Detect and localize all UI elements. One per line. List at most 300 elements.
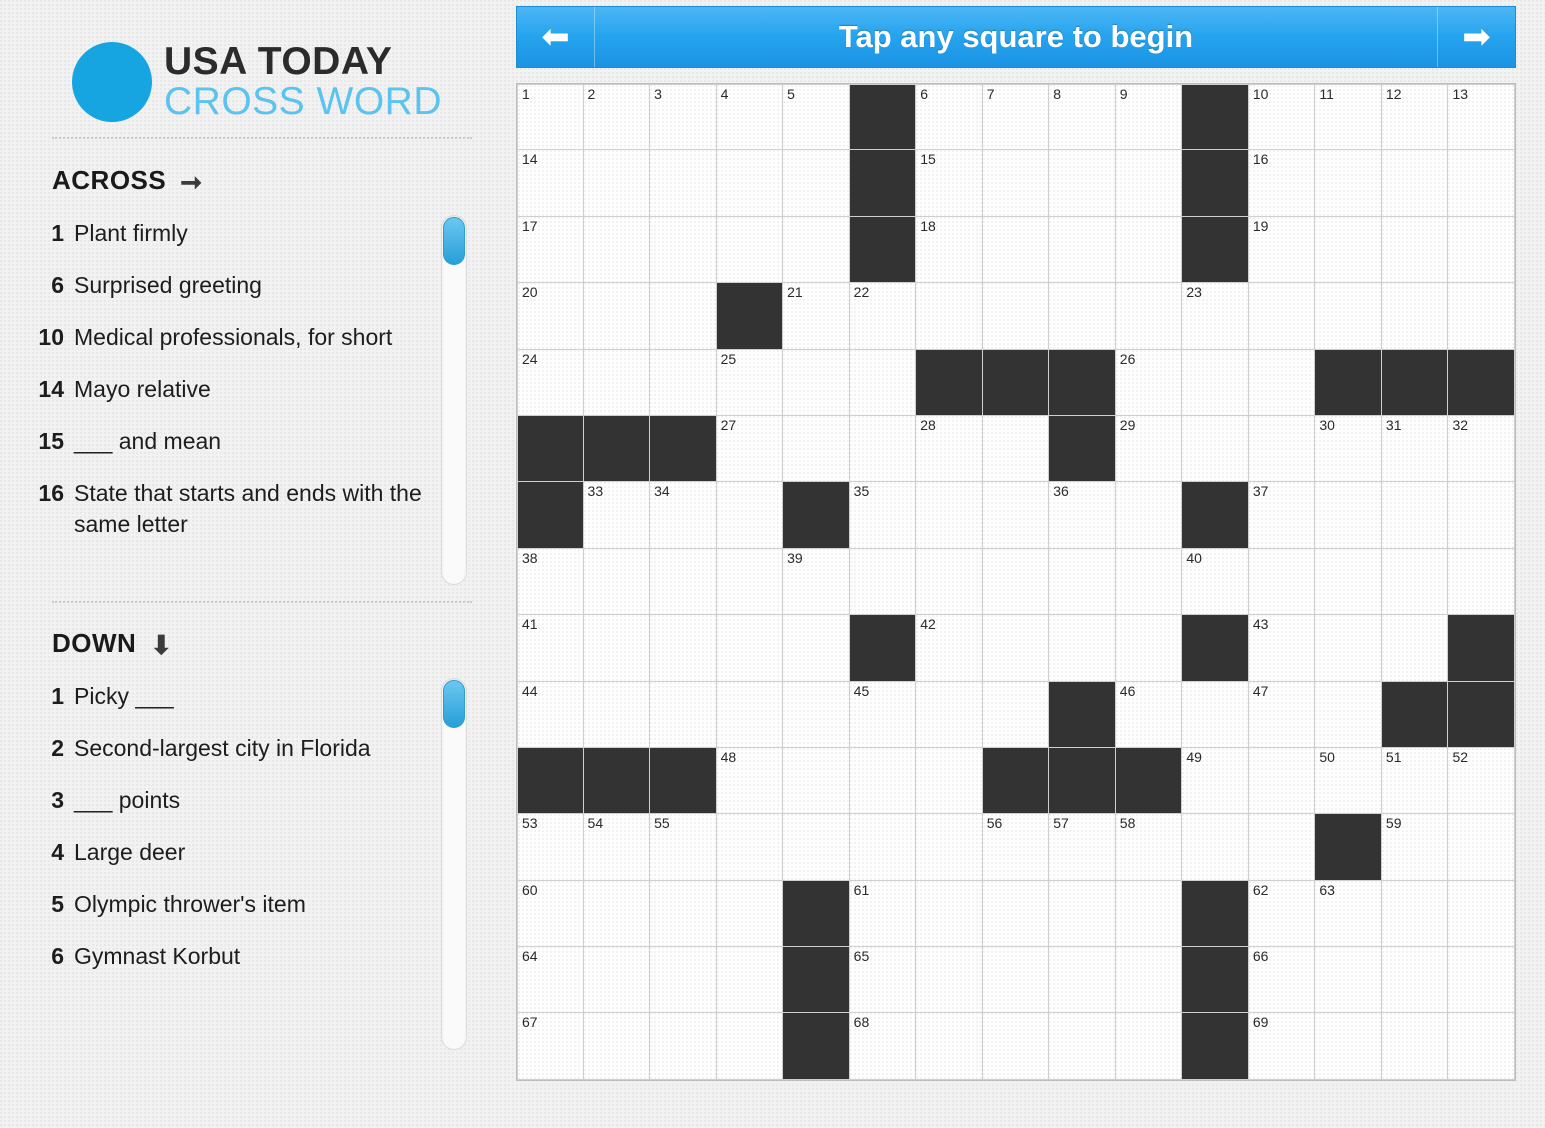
grid-cell[interactable] bbox=[783, 748, 850, 814]
grid-cell[interactable] bbox=[650, 283, 717, 349]
clue-text: Picky ___ bbox=[74, 683, 174, 709]
scrollbar-thumb[interactable] bbox=[443, 680, 465, 728]
grid-block bbox=[1315, 814, 1382, 880]
grid-cell[interactable] bbox=[717, 482, 784, 548]
grid-cell[interactable] bbox=[1249, 217, 1316, 283]
grid-cell-number: 4 bbox=[720, 86, 729, 102]
grid-cell[interactable] bbox=[1382, 947, 1449, 1013]
grid-cell[interactable] bbox=[983, 482, 1050, 548]
grid-cell[interactable] bbox=[1448, 814, 1515, 880]
grid-cell[interactable] bbox=[783, 416, 850, 482]
grid-cell[interactable] bbox=[1116, 615, 1183, 681]
grid-cell-number: 17 bbox=[522, 217, 538, 234]
grid-cell[interactable] bbox=[983, 682, 1050, 748]
puzzle-toolbar bbox=[516, 6, 1516, 68]
grid-cell[interactable] bbox=[916, 682, 983, 748]
grid-cell-number: 55 bbox=[654, 815, 670, 832]
grid-cell[interactable] bbox=[1049, 482, 1116, 548]
grid-cell[interactable] bbox=[1049, 947, 1116, 1013]
grid-cell[interactable] bbox=[1382, 217, 1449, 283]
grid-cell[interactable] bbox=[916, 217, 983, 283]
grid-cell[interactable] bbox=[1249, 549, 1316, 615]
grid-cell[interactable] bbox=[1448, 947, 1515, 1013]
grid-cell[interactable] bbox=[1182, 814, 1249, 880]
down-section-header bbox=[52, 628, 173, 661]
grid-cell[interactable] bbox=[584, 350, 651, 416]
grid-cell[interactable] bbox=[584, 881, 651, 947]
grid-cell[interactable] bbox=[1049, 814, 1116, 880]
grid-cell[interactable] bbox=[650, 150, 717, 216]
grid-cell-number: 8 bbox=[1053, 86, 1062, 102]
grid-cell[interactable] bbox=[916, 549, 983, 615]
list-item[interactable] bbox=[40, 681, 440, 712]
clue-text: Second-largest city in Florida bbox=[74, 735, 371, 761]
grid-cell-number: 18 bbox=[920, 217, 936, 234]
grid-cell[interactable] bbox=[584, 682, 651, 748]
grid-cell[interactable] bbox=[1382, 549, 1449, 615]
grid-cell[interactable] bbox=[1249, 283, 1316, 349]
grid-cell[interactable] bbox=[717, 549, 784, 615]
grid-cell[interactable] bbox=[1315, 682, 1382, 748]
clue-text: Gymnast Korbut bbox=[74, 943, 241, 969]
grid-cell[interactable] bbox=[1249, 1013, 1316, 1079]
grid-cell[interactable] bbox=[1382, 881, 1449, 947]
grid-cell[interactable] bbox=[1249, 350, 1316, 416]
grid-block bbox=[850, 217, 917, 283]
grid-cell-number: 53 bbox=[522, 815, 538, 832]
grid-cell[interactable] bbox=[850, 1013, 917, 1079]
grid-cell[interactable] bbox=[1382, 416, 1449, 482]
clue-text: ___ points bbox=[74, 787, 181, 813]
grid-cell[interactable] bbox=[1116, 283, 1183, 349]
grid-cell[interactable] bbox=[983, 84, 1050, 150]
grid-cell[interactable] bbox=[1182, 682, 1249, 748]
grid-cell[interactable] bbox=[1315, 283, 1382, 349]
grid-cell[interactable] bbox=[717, 748, 784, 814]
grid-cell[interactable] bbox=[517, 881, 584, 947]
grid-cell[interactable] bbox=[717, 84, 784, 150]
grid-cell-number: 32 bbox=[1452, 416, 1469, 433]
across-clue-list bbox=[40, 218, 440, 561]
grid-block bbox=[850, 84, 917, 150]
grid-cell-number: 43 bbox=[1252, 616, 1269, 633]
grid-cell-number: 28 bbox=[920, 416, 936, 433]
grid-cell[interactable] bbox=[517, 150, 584, 216]
grid-block bbox=[916, 350, 983, 416]
grid-block bbox=[783, 881, 850, 947]
grid-cell[interactable] bbox=[1116, 947, 1183, 1013]
clue-text: Surprised greeting bbox=[74, 272, 262, 298]
grid-cell[interactable] bbox=[517, 1013, 584, 1079]
grid-cell[interactable] bbox=[650, 84, 717, 150]
list-item[interactable] bbox=[40, 270, 440, 301]
grid-cell[interactable] bbox=[783, 150, 850, 216]
grid-cell[interactable] bbox=[584, 1013, 651, 1079]
grid-cell[interactable] bbox=[983, 615, 1050, 681]
grid-cell[interactable] bbox=[916, 881, 983, 947]
grid-cell[interactable] bbox=[850, 549, 917, 615]
grid-cell[interactable] bbox=[1049, 150, 1116, 216]
grid-cell[interactable] bbox=[650, 814, 717, 880]
grid-cell[interactable] bbox=[850, 283, 917, 349]
grid-cell-number: 39 bbox=[787, 549, 803, 566]
list-item[interactable] bbox=[40, 785, 440, 816]
clue-number: 1 bbox=[51, 220, 64, 246]
grid-cell[interactable] bbox=[916, 482, 983, 548]
grid-block bbox=[584, 748, 651, 814]
grid-cell[interactable] bbox=[1448, 283, 1515, 349]
grid-cell[interactable] bbox=[717, 416, 784, 482]
grid-cell[interactable] bbox=[1116, 482, 1183, 548]
clue-number: 16 bbox=[38, 480, 64, 506]
grid-cell[interactable] bbox=[650, 947, 717, 1013]
grid-cell[interactable] bbox=[1049, 615, 1116, 681]
grid-cell[interactable] bbox=[983, 881, 1050, 947]
grid-cell-number: 27 bbox=[720, 416, 737, 433]
grid-cell[interactable] bbox=[1448, 150, 1515, 216]
grid-cell-number: 44 bbox=[522, 682, 538, 699]
grid-cell[interactable] bbox=[1448, 549, 1515, 615]
grid-cell-number: 9 bbox=[1119, 86, 1128, 102]
grid-cell[interactable] bbox=[717, 350, 784, 416]
grid-cell[interactable] bbox=[1315, 416, 1382, 482]
grid-cell-number: 1 bbox=[522, 86, 530, 102]
grid-block bbox=[783, 482, 850, 548]
grid-cell[interactable] bbox=[1382, 150, 1449, 216]
grid-cell[interactable] bbox=[850, 482, 917, 548]
grid-cell-number: 23 bbox=[1186, 284, 1202, 301]
list-item[interactable] bbox=[40, 374, 440, 405]
clue-text: ___ and mean bbox=[74, 428, 222, 454]
grid-cell[interactable] bbox=[650, 482, 717, 548]
grid-block bbox=[983, 748, 1050, 814]
grid-cell[interactable] bbox=[1315, 84, 1382, 150]
usa-today-crossword-logo bbox=[52, 22, 472, 123]
grid-cell[interactable] bbox=[916, 84, 983, 150]
grid-cell[interactable] bbox=[850, 814, 917, 880]
grid-cell-number: 16 bbox=[1252, 151, 1269, 168]
grid-cell[interactable] bbox=[1182, 416, 1249, 482]
grid-cell-number: 20 bbox=[522, 284, 538, 301]
grid-cell-number: 52 bbox=[1452, 748, 1469, 765]
grid-cell[interactable] bbox=[1116, 416, 1183, 482]
grid-cell[interactable] bbox=[1049, 283, 1116, 349]
grid-cell[interactable] bbox=[1315, 947, 1382, 1013]
grid-cell-number: 67 bbox=[522, 1014, 538, 1031]
grid-cell[interactable] bbox=[1382, 84, 1449, 150]
grid-block bbox=[584, 416, 651, 482]
grid-cell[interactable] bbox=[1382, 814, 1449, 880]
next-clue-button[interactable] bbox=[1437, 7, 1515, 67]
grid-cell[interactable] bbox=[1315, 1013, 1382, 1079]
grid-cell-number: 38 bbox=[522, 549, 538, 566]
grid-block bbox=[1182, 615, 1249, 681]
down-label: DOWN bbox=[52, 628, 137, 658]
grid-cell[interactable] bbox=[983, 217, 1050, 283]
grid-block bbox=[1049, 416, 1116, 482]
list-item[interactable] bbox=[40, 322, 440, 353]
grid-cell[interactable] bbox=[650, 217, 717, 283]
grid-cell[interactable] bbox=[916, 748, 983, 814]
grid-cell[interactable] bbox=[1448, 881, 1515, 947]
grid-cell[interactable] bbox=[717, 881, 784, 947]
grid-cell[interactable] bbox=[1249, 416, 1316, 482]
grid-cell-number: 45 bbox=[853, 682, 870, 699]
grid-cell[interactable] bbox=[717, 1013, 784, 1079]
grid-cell[interactable] bbox=[1249, 615, 1316, 681]
grid-cell-number: 60 bbox=[522, 881, 538, 898]
grid-cell[interactable] bbox=[983, 1013, 1050, 1079]
grid-cell[interactable] bbox=[517, 814, 584, 880]
grid-cell[interactable] bbox=[1382, 1013, 1449, 1079]
grid-cell[interactable] bbox=[517, 84, 584, 150]
grid-cell[interactable] bbox=[916, 283, 983, 349]
grid-block bbox=[650, 416, 717, 482]
grid-cell[interactable] bbox=[1116, 84, 1183, 150]
grid-cell[interactable] bbox=[717, 615, 784, 681]
grid-cell[interactable] bbox=[650, 682, 717, 748]
grid-cell[interactable] bbox=[1382, 615, 1449, 681]
grid-cell[interactable] bbox=[650, 881, 717, 947]
across-list-scrollbar[interactable] bbox=[441, 215, 467, 585]
grid-block bbox=[850, 150, 917, 216]
grid-block bbox=[517, 482, 584, 548]
grid-cell[interactable] bbox=[1049, 549, 1116, 615]
grid-cell[interactable] bbox=[1116, 881, 1183, 947]
grid-cell[interactable] bbox=[1382, 283, 1449, 349]
previous-clue-button[interactable] bbox=[517, 7, 595, 67]
grid-cell-number: 66 bbox=[1252, 948, 1269, 965]
grid-cell-number: 10 bbox=[1252, 86, 1269, 102]
list-item[interactable] bbox=[40, 837, 440, 868]
grid-cell[interactable] bbox=[1249, 881, 1316, 947]
clue-number: 4 bbox=[51, 839, 64, 865]
grid-cell-number: 63 bbox=[1319, 881, 1335, 898]
clue-number: 15 bbox=[38, 428, 64, 454]
grid-cell[interactable] bbox=[1448, 482, 1515, 548]
grid-cell-number: 2 bbox=[587, 86, 596, 102]
grid-cell[interactable] bbox=[1315, 549, 1382, 615]
grid-cell[interactable] bbox=[584, 84, 651, 150]
grid-cell[interactable] bbox=[650, 549, 717, 615]
grid-cell[interactable] bbox=[717, 682, 784, 748]
grid-cell[interactable] bbox=[1049, 881, 1116, 947]
grid-block bbox=[1182, 217, 1249, 283]
grid-cell[interactable] bbox=[517, 615, 584, 681]
grid-cell[interactable] bbox=[1116, 217, 1183, 283]
grid-cell-number: 13 bbox=[1452, 86, 1469, 102]
grid-cell[interactable] bbox=[1249, 482, 1316, 548]
grid-cell[interactable] bbox=[584, 615, 651, 681]
grid-cell[interactable] bbox=[1182, 748, 1249, 814]
grid-cell[interactable] bbox=[1249, 748, 1316, 814]
grid-cell[interactable] bbox=[783, 814, 850, 880]
grid-block bbox=[650, 748, 717, 814]
grid-cell[interactable] bbox=[916, 947, 983, 1013]
grid-cell[interactable] bbox=[1448, 84, 1515, 150]
grid-cell[interactable] bbox=[1116, 549, 1183, 615]
grid-cell[interactable] bbox=[783, 682, 850, 748]
grid-cell[interactable] bbox=[584, 549, 651, 615]
grid-cell[interactable] bbox=[1448, 748, 1515, 814]
grid-cell[interactable] bbox=[1315, 150, 1382, 216]
grid-cell[interactable] bbox=[850, 350, 917, 416]
grid-cell-number: 56 bbox=[986, 815, 1003, 832]
arrow-left-icon: ⬅ bbox=[541, 18, 570, 56]
grid-cell[interactable] bbox=[983, 814, 1050, 880]
grid-cell[interactable] bbox=[1116, 350, 1183, 416]
grid-cell[interactable] bbox=[517, 283, 584, 349]
list-item[interactable] bbox=[40, 733, 440, 764]
grid-cell[interactable] bbox=[1249, 150, 1316, 216]
grid-cell[interactable] bbox=[517, 682, 584, 748]
grid-block bbox=[1182, 947, 1249, 1013]
list-item[interactable] bbox=[40, 218, 440, 249]
grid-cell[interactable] bbox=[983, 150, 1050, 216]
grid-cell-number: 21 bbox=[787, 284, 803, 301]
grid-cell[interactable] bbox=[850, 682, 917, 748]
grid-cell[interactable] bbox=[983, 283, 1050, 349]
grid-cell[interactable] bbox=[850, 881, 917, 947]
crossword-grid[interactable] bbox=[517, 84, 1515, 1080]
grid-cell[interactable] bbox=[584, 217, 651, 283]
grid-cell[interactable] bbox=[783, 217, 850, 283]
grid-cell[interactable] bbox=[650, 350, 717, 416]
grid-cell-number: 65 bbox=[853, 948, 870, 965]
grid-cell[interactable] bbox=[717, 150, 784, 216]
grid-cell[interactable] bbox=[850, 947, 917, 1013]
grid-cell[interactable] bbox=[783, 615, 850, 681]
grid-cell[interactable] bbox=[783, 283, 850, 349]
grid-cell[interactable] bbox=[584, 150, 651, 216]
grid-cell[interactable] bbox=[1249, 84, 1316, 150]
down-list-scrollbar[interactable] bbox=[441, 678, 467, 1050]
grid-cell[interactable] bbox=[916, 416, 983, 482]
grid-cell[interactable] bbox=[517, 947, 584, 1013]
grid-cell[interactable] bbox=[1448, 416, 1515, 482]
clue-text: Mayo relative bbox=[74, 376, 211, 402]
grid-block bbox=[1182, 482, 1249, 548]
grid-cell[interactable] bbox=[783, 84, 850, 150]
grid-cell[interactable] bbox=[850, 748, 917, 814]
across-label: ACROSS bbox=[52, 165, 167, 195]
grid-block bbox=[1382, 350, 1449, 416]
grid-cell[interactable] bbox=[1315, 217, 1382, 283]
grid-cell-number: 36 bbox=[1053, 483, 1069, 500]
grid-cell[interactable] bbox=[517, 217, 584, 283]
grid-cell[interactable] bbox=[983, 947, 1050, 1013]
grid-cell[interactable] bbox=[1116, 150, 1183, 216]
grid-cell[interactable] bbox=[1049, 1013, 1116, 1079]
grid-cell[interactable] bbox=[1116, 1013, 1183, 1079]
grid-cell[interactable] bbox=[584, 283, 651, 349]
grid-cell[interactable] bbox=[584, 814, 651, 880]
grid-cell[interactable] bbox=[650, 1013, 717, 1079]
grid-cell[interactable] bbox=[1116, 682, 1183, 748]
grid-cell[interactable] bbox=[1249, 682, 1316, 748]
grid-cell-number: 35 bbox=[853, 483, 870, 500]
page-title: Tap any square to begin bbox=[838, 19, 1194, 54]
grid-cell-number: 37 bbox=[1252, 483, 1269, 500]
grid-block bbox=[1448, 682, 1515, 748]
grid-cell[interactable] bbox=[584, 947, 651, 1013]
grid-cell[interactable] bbox=[783, 549, 850, 615]
divider-top bbox=[52, 137, 472, 139]
grid-cell[interactable] bbox=[916, 615, 983, 681]
grid-block bbox=[1448, 615, 1515, 681]
grid-cell-number: 24 bbox=[522, 350, 538, 367]
grid-cell[interactable] bbox=[717, 814, 784, 880]
grid-cell[interactable] bbox=[650, 615, 717, 681]
grid-cell-number: 31 bbox=[1385, 416, 1402, 433]
grid-cell[interactable] bbox=[1315, 615, 1382, 681]
grid-cell[interactable] bbox=[783, 350, 850, 416]
grid-cell[interactable] bbox=[1249, 947, 1316, 1013]
list-item[interactable] bbox=[40, 478, 440, 540]
blue-circle-logo-icon bbox=[72, 42, 152, 122]
grid-cell[interactable] bbox=[983, 549, 1050, 615]
grid-cell[interactable] bbox=[517, 549, 584, 615]
grid-cell[interactable] bbox=[983, 416, 1050, 482]
grid-cell[interactable] bbox=[1315, 482, 1382, 548]
grid-cell[interactable] bbox=[1049, 217, 1116, 283]
grid-cell[interactable] bbox=[1448, 217, 1515, 283]
grid-cell[interactable] bbox=[1382, 482, 1449, 548]
arrow-right-icon: ➞ bbox=[180, 167, 203, 197]
grid-cell[interactable] bbox=[1182, 283, 1249, 349]
logo-line-cross-word: CROSS WORD bbox=[164, 80, 442, 123]
grid-cell-number: 59 bbox=[1385, 815, 1402, 832]
clue-number: 10 bbox=[38, 324, 64, 350]
grid-cell-number: 30 bbox=[1319, 416, 1335, 433]
grid-cell-number: 50 bbox=[1319, 748, 1335, 765]
grid-cell[interactable] bbox=[916, 1013, 983, 1079]
grid-cell[interactable] bbox=[1315, 881, 1382, 947]
grid-cell[interactable] bbox=[916, 150, 983, 216]
grid-cell[interactable] bbox=[1448, 1013, 1515, 1079]
grid-cell[interactable] bbox=[1116, 814, 1183, 880]
grid-cell[interactable] bbox=[850, 416, 917, 482]
grid-cell-number: 41 bbox=[522, 616, 538, 633]
clue-text: Plant firmly bbox=[74, 220, 188, 246]
grid-cell-number: 69 bbox=[1252, 1014, 1269, 1031]
list-item[interactable] bbox=[40, 941, 440, 972]
grid-cell-number: 19 bbox=[1252, 217, 1269, 234]
grid-cell[interactable] bbox=[1049, 84, 1116, 150]
grid-cell-number: 29 bbox=[1119, 416, 1136, 433]
grid-cell[interactable] bbox=[916, 814, 983, 880]
grid-block bbox=[517, 416, 584, 482]
grid-cell-number: 48 bbox=[720, 748, 737, 765]
grid-cell-number: 47 bbox=[1252, 682, 1269, 699]
grid-cell[interactable] bbox=[1182, 350, 1249, 416]
list-item[interactable] bbox=[40, 426, 440, 457]
grid-cell[interactable] bbox=[1249, 814, 1316, 880]
grid-cell[interactable] bbox=[1315, 748, 1382, 814]
grid-cell-number: 3 bbox=[654, 86, 662, 102]
grid-cell[interactable] bbox=[717, 217, 784, 283]
grid-cell-number: 22 bbox=[853, 284, 870, 301]
grid-cell[interactable] bbox=[1382, 748, 1449, 814]
list-item[interactable] bbox=[40, 889, 440, 920]
grid-cell[interactable] bbox=[1182, 549, 1249, 615]
grid-cell[interactable] bbox=[717, 947, 784, 1013]
puzzle-area bbox=[516, 6, 1516, 1081]
grid-cell[interactable] bbox=[517, 350, 584, 416]
scrollbar-thumb[interactable] bbox=[443, 217, 465, 265]
grid-block bbox=[1182, 1013, 1249, 1079]
grid-cell[interactable] bbox=[584, 482, 651, 548]
